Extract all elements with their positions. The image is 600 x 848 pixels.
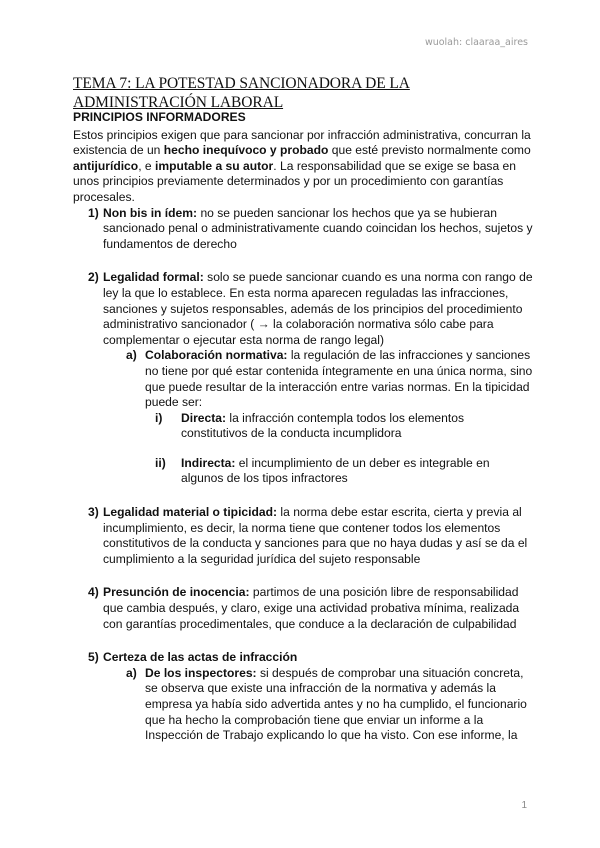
sub-item-label: Colaboración normativa: bbox=[145, 348, 288, 363]
intro-text: . La responsabilidad que se exige se basa en unos principios previamente determinados y por un procedimiento con garantías procesales. bbox=[73, 158, 517, 204]
intro-text: Estos principios exigen que para sancionar por infracción administrativa, concurran la existencia de un bbox=[73, 127, 531, 158]
item-label: Legalidad formal: bbox=[103, 270, 204, 285]
watermark: wuolah: claaraa_aires bbox=[424, 37, 528, 48]
sub-sub-item-label: Indirecta: bbox=[181, 455, 236, 470]
sub-sub-item-text: la infracción contempla todos los elementos constitutivos de la conducta incumplidora bbox=[181, 410, 465, 441]
principle-item bbox=[73, 650, 533, 666]
item-text: solo se puede sancionar cuando es una norma con rango de ley la que lo establece. En esta norma aparecen reguladas las infracciones, sanciones y sujetos responsables, además de los principios del procedimiento administrativo sancionador ( → la colaboración normativa sólo cabe para complementar o ejecutar esta norma de rango legal) bbox=[103, 270, 533, 347]
item-text: la norma debe estar escrita, cierta y previa al incumplimiento, es decir, la norma tiene que contener todos los elementos constitutivos de la conducta y sanciones para que no haya dudas y así se da el cumplimiento a la seguridad jurídica del sujeto responsable bbox=[103, 505, 528, 566]
item-number: 4) bbox=[88, 585, 99, 600]
item-label: Non bis in ídem: bbox=[103, 205, 198, 220]
item-label: Presunción de inocencia: bbox=[103, 585, 250, 600]
sub-item-text: la regulación de las infracciones y sanciones no tiene por qué estar contenida íntegramente en una única norma, sino que puede resultar de la interacción entre varias normas. En la tipicidad puede ser: bbox=[145, 348, 533, 410]
sub-sub-item-numeral: ii) bbox=[155, 455, 166, 470]
sub-item-letter: a) bbox=[126, 665, 137, 680]
page-number: 1 bbox=[521, 800, 527, 811]
principle-item bbox=[73, 505, 533, 567]
principle-item bbox=[73, 585, 533, 632]
item-number: 5) bbox=[88, 650, 99, 665]
sub-item-label: De los inspectores: bbox=[145, 665, 257, 680]
item-number: 3) bbox=[88, 505, 99, 520]
document-title: TEMA 7: LA POTESTAD SANCIONADORA DE LA ADMINISTRACIÓN LABORAL bbox=[73, 75, 410, 111]
principle-item bbox=[73, 270, 533, 348]
intro-text: , e bbox=[138, 158, 155, 173]
sub-sub-item-text: el incumplimiento de un deber es integrable en algunos de los tipos infractores bbox=[181, 455, 490, 486]
sub-item bbox=[73, 348, 533, 410]
item-label: Legalidad material o tipicidad: bbox=[103, 505, 278, 520]
item-number: 2) bbox=[88, 270, 99, 285]
intro-paragraph bbox=[73, 128, 533, 206]
sub-sub-item bbox=[73, 456, 533, 487]
sub-sub-item-numeral: i) bbox=[155, 410, 163, 425]
item-text: no se pueden sancionar los hechos que ya se hubieran sancionado penal o administrativamente cuando coincidan los hechos, sujetos y fundamentos de derecho bbox=[103, 205, 533, 251]
sub-item-letter: a) bbox=[126, 348, 137, 363]
item-text: partimos de una posición libre de responsabilidad que cambia después, y claro, exige una actividad probativa mínima, realizada con garantías procedimentales, que conduce a la declaración de culpabilidad bbox=[103, 585, 520, 631]
sub-item bbox=[73, 666, 533, 744]
sub-sub-item-label: Directa: bbox=[181, 410, 227, 425]
principle-item bbox=[73, 206, 533, 253]
section-heading: PRINCIPIOS INFORMADORES bbox=[73, 110, 246, 124]
intro-bold: imputable a su autor bbox=[155, 158, 274, 173]
item-number: 1) bbox=[88, 205, 99, 220]
sub-item-text: si después de comprobar una situación concreta, se observa que existe una infracción de la normativa y además la empresa ya había sido advertida antes y no ha cumplido, el funcionario que ha hecho la comprobación tiene que enviar un informe a la Inspección de Trabajo explicando lo que ha visto. Con ese informe, la bbox=[145, 665, 527, 743]
intro-bold: antijurídico bbox=[73, 158, 139, 173]
intro-bold: hecho inequívoco y probado bbox=[163, 143, 329, 158]
intro-text: que esté previsto normalmente como bbox=[328, 143, 531, 158]
item-label: Certeza de las actas de infracción bbox=[103, 650, 298, 665]
document-body bbox=[73, 110, 533, 744]
sub-sub-item bbox=[73, 411, 533, 442]
